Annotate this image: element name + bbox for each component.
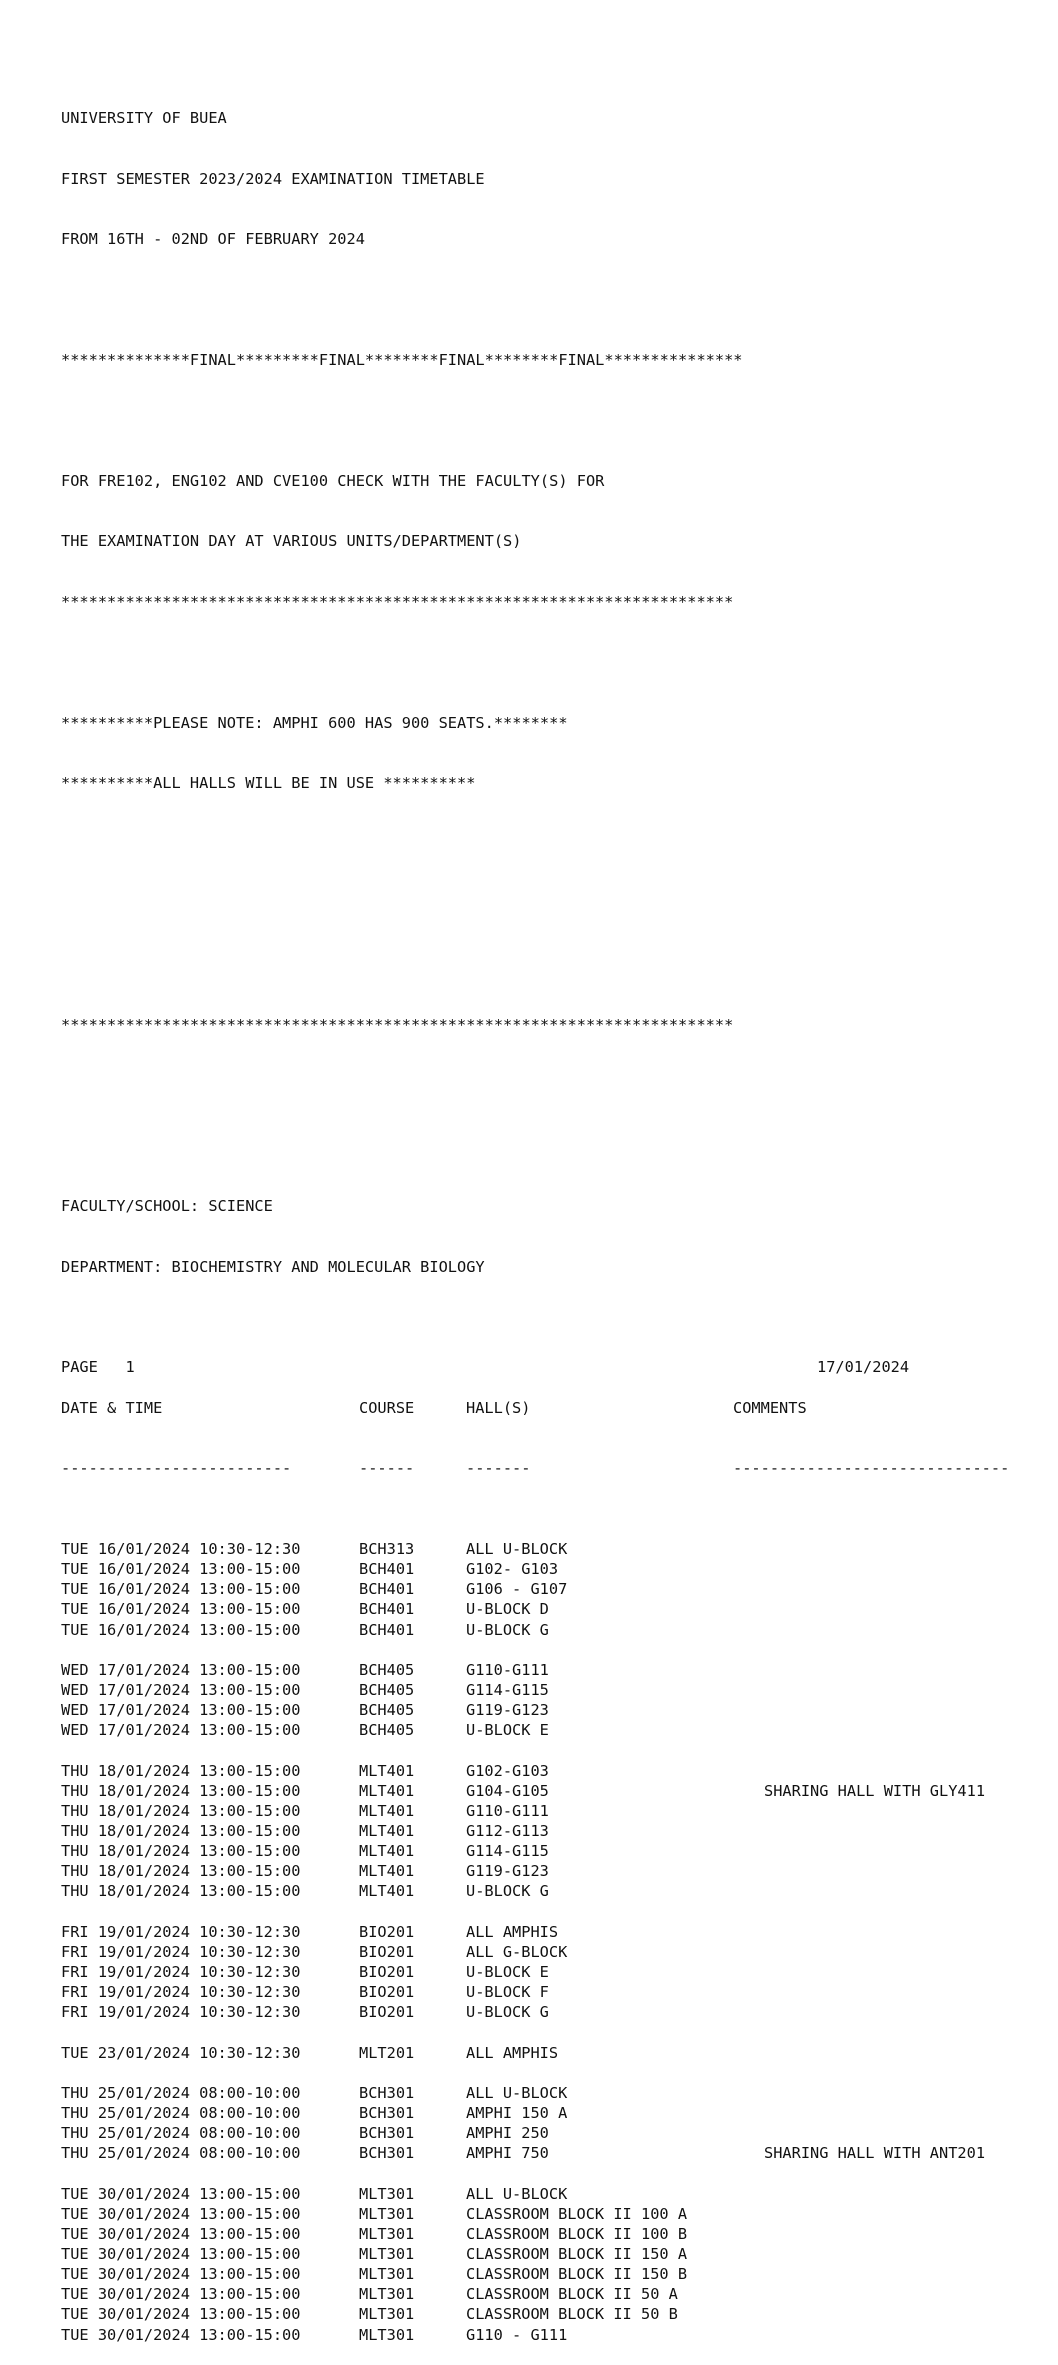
rule-halls: ------- xyxy=(466,1459,531,1478)
exam-course: MLT401 xyxy=(359,1842,415,1861)
table-row xyxy=(61,1660,1053,1680)
exam-hall: U-BLOCK G xyxy=(466,1882,549,1901)
exam-course: BCH313 xyxy=(359,1540,415,1559)
exam-comment: SHARING HALL WITH GLY411 xyxy=(764,1781,986,1800)
exam-hall: AMPHI 150 A xyxy=(466,2103,568,2122)
table-row xyxy=(61,1781,1053,1801)
exam-course: MLT301 xyxy=(359,2244,415,2263)
page-footer xyxy=(61,1357,961,1377)
exam-hall: G114-G115 xyxy=(466,1681,549,1700)
exam-hall: U-BLOCK G xyxy=(466,2003,549,2022)
exam-hall: U-BLOCK G xyxy=(466,1620,549,1639)
exam-hall: CLASSROOM BLOCK II 50 B xyxy=(466,2305,678,2324)
exam-date-time: WED 17/01/2024 13:00-15:00 xyxy=(61,1701,301,1720)
exam-course: MLT401 xyxy=(359,1761,415,1780)
exam-course: BIO201 xyxy=(359,1983,415,2002)
exam-date-time: WED 17/01/2024 13:00-15:00 xyxy=(61,1721,301,1740)
spacer xyxy=(61,1076,1053,1096)
table-row xyxy=(61,2184,1053,2204)
exam-date-time: THU 18/01/2024 13:00-15:00 xyxy=(61,1842,301,1861)
spacer xyxy=(61,290,1053,310)
header-comments: COMMENTS xyxy=(733,1398,807,1417)
spacer xyxy=(61,834,1053,854)
table-row xyxy=(61,2043,1053,2063)
exam-date-time: THU 25/01/2024 08:00-10:00 xyxy=(61,2124,301,2143)
exam-hall: G102-G103 xyxy=(466,1761,549,1780)
exam-date-time: THU 25/01/2024 08:00-10:00 xyxy=(61,2144,301,2163)
exam-course: BCH405 xyxy=(359,1701,415,1720)
exam-hall: ALL G-BLOCK xyxy=(466,1942,568,1961)
table-row xyxy=(61,1962,1053,1982)
exam-course: BCH301 xyxy=(359,2124,415,2143)
exam-course: BCH405 xyxy=(359,1660,415,1679)
exam-hall: G106 - G107 xyxy=(466,1580,568,1599)
print-date: 17/01/2024 xyxy=(817,1358,910,1376)
divider-stars: ************************************************************************* xyxy=(61,1016,734,1035)
rule-comments: ------------------------------ xyxy=(733,1459,1010,1478)
column-rules xyxy=(61,1458,1053,1478)
exam-course: BCH401 xyxy=(359,1580,415,1599)
table-row xyxy=(61,1761,1053,1781)
exam-hall: G102- G103 xyxy=(466,1560,559,1579)
exam-date-time: TUE 30/01/2024 13:00-15:00 xyxy=(61,2184,301,2203)
table-row xyxy=(61,1620,1053,1640)
exam-course: BCH401 xyxy=(359,1620,415,1639)
group-spacer xyxy=(61,1640,1053,1660)
exam-course: MLT401 xyxy=(359,1882,415,1901)
table-row xyxy=(61,2103,1053,2123)
exam-course: MLT401 xyxy=(359,1822,415,1841)
exam-course: MLT301 xyxy=(359,2285,415,2304)
exam-hall: CLASSROOM BLOCK II 50 A xyxy=(466,2285,678,2304)
department-label: DEPARTMENT: BIOCHEMISTRY AND MOLECULAR BIOLOGY xyxy=(61,1257,485,1276)
spacer xyxy=(61,1136,1053,1156)
exam-course: MLT401 xyxy=(359,1781,415,1800)
table-row xyxy=(61,2083,1053,2103)
exam-schedule xyxy=(61,1539,1053,2345)
exam-date-time: TUE 23/01/2024 10:30-12:30 xyxy=(61,2043,301,2062)
exam-hall: ALL U-BLOCK xyxy=(466,2184,568,2203)
exam-hall: G119-G123 xyxy=(466,1862,549,1881)
exam-date-time: THU 25/01/2024 08:00-10:00 xyxy=(61,2103,301,2122)
table-row xyxy=(61,2264,1053,2284)
exam-hall: AMPHI 250 xyxy=(466,2124,549,2143)
table-row xyxy=(61,2204,1053,2224)
exam-hall: G114-G115 xyxy=(466,1842,549,1861)
table-row xyxy=(61,2284,1053,2304)
exam-course: MLT401 xyxy=(359,1862,415,1881)
table-row xyxy=(61,1599,1053,1619)
exam-date-time: TUE 30/01/2024 13:00-15:00 xyxy=(61,2204,301,2223)
table-row xyxy=(61,1841,1053,1861)
exam-date-time: TUE 30/01/2024 13:00-15:00 xyxy=(61,2244,301,2263)
exam-course: MLT301 xyxy=(359,2265,415,2284)
exam-course: MLT301 xyxy=(359,2305,415,2324)
table-row xyxy=(61,1801,1053,1821)
exam-hall: ALL U-BLOCK xyxy=(466,2083,568,2102)
notice-line-1: FOR FRE102, ENG102 AND CVE100 CHECK WITH THE FACULTY(S) FOR xyxy=(61,472,605,491)
exam-date-time: FRI 19/01/2024 10:30-12:30 xyxy=(61,2003,301,2022)
exam-hall: ALL AMPHIS xyxy=(466,2043,559,2062)
exam-date-time: FRI 19/01/2024 10:30-12:30 xyxy=(61,1983,301,2002)
exam-hall: U-BLOCK F xyxy=(466,1983,549,2002)
spacer xyxy=(61,955,1053,975)
table-row xyxy=(61,1861,1053,1881)
exam-course: MLT301 xyxy=(359,2184,415,2203)
exam-date-time: WED 17/01/2024 13:00-15:00 xyxy=(61,1660,301,1679)
exam-date-time: WED 17/01/2024 13:00-15:00 xyxy=(61,1681,301,1700)
header-course: COURSE xyxy=(359,1398,415,1417)
spacer xyxy=(61,1317,1053,1337)
table-row xyxy=(61,2123,1053,2143)
table-row xyxy=(61,1700,1053,1720)
timetable-title: FIRST SEMESTER 2023/2024 EXAMINATION TIMETABLE xyxy=(61,169,485,188)
column-headers xyxy=(61,1398,1053,1418)
exam-date-time: THU 18/01/2024 13:00-15:00 xyxy=(61,1822,301,1841)
exam-hall: G112-G113 xyxy=(466,1822,549,1841)
exam-date-time: FRI 19/01/2024 10:30-12:30 xyxy=(61,1942,301,1961)
exam-course: BCH301 xyxy=(359,2103,415,2122)
exam-course: BIO201 xyxy=(359,2003,415,2022)
exam-course: BCH401 xyxy=(359,1560,415,1579)
exam-date-time: TUE 30/01/2024 13:00-15:00 xyxy=(61,2285,301,2304)
group-spacer xyxy=(61,2063,1053,2083)
exam-hall: CLASSROOM BLOCK II 150 A xyxy=(466,2244,688,2263)
exam-hall: U-BLOCK E xyxy=(466,1721,549,1740)
table-row xyxy=(61,2304,1053,2324)
header-date-time: DATE & TIME xyxy=(61,1398,163,1417)
exam-course: MLT201 xyxy=(359,2043,415,2062)
exam-date-time: THU 18/01/2024 13:00-15:00 xyxy=(61,1882,301,1901)
exam-date-time: THU 18/01/2024 13:00-15:00 xyxy=(61,1781,301,1800)
exam-course: BCH401 xyxy=(359,1600,415,1619)
group-spacer xyxy=(61,1740,1053,1760)
exam-date-time: THU 25/01/2024 08:00-10:00 xyxy=(61,2083,301,2102)
university-name: UNIVERSITY OF BUEA xyxy=(61,109,227,128)
exam-course: BIO201 xyxy=(359,1942,415,1961)
notice-line-2: THE EXAMINATION DAY AT VARIOUS UNITS/DEPARTMENT(S) xyxy=(61,532,522,551)
table-row xyxy=(61,1982,1053,2002)
rule-date: ------------------------- xyxy=(61,1459,292,1478)
final-banner: **************FINAL*********FINAL********FINAL********FINAL*************** xyxy=(61,351,743,370)
exam-date-time: THU 18/01/2024 13:00-15:00 xyxy=(61,1801,301,1820)
exam-hall: CLASSROOM BLOCK II 150 B xyxy=(466,2265,688,2284)
exam-date-time: THU 18/01/2024 13:00-15:00 xyxy=(61,1862,301,1881)
exam-date-time: TUE 30/01/2024 13:00-15:00 xyxy=(61,2265,301,2284)
exam-hall: U-BLOCK D xyxy=(466,1600,549,1619)
timetable-page xyxy=(61,68,1053,2365)
table-row xyxy=(61,2325,1053,2345)
exam-course: BCH301 xyxy=(359,2144,415,2163)
table-row xyxy=(61,1680,1053,1700)
exam-date-time: TUE 30/01/2024 13:00-15:00 xyxy=(61,2224,301,2243)
exam-date-time: THU 18/01/2024 13:00-15:00 xyxy=(61,1761,301,1780)
timetable-period: FROM 16TH - 02ND OF FEBRUARY 2024 xyxy=(61,230,365,249)
faculty-label: FACULTY/SCHOOL: SCIENCE xyxy=(61,1197,273,1216)
exam-hall: ALL U-BLOCK xyxy=(466,1540,568,1559)
exam-hall: G104-G105 xyxy=(466,1781,549,1800)
table-row xyxy=(61,1942,1053,1962)
spacer xyxy=(61,652,1053,672)
exam-course: MLT301 xyxy=(359,2224,415,2243)
exam-date-time: FRI 19/01/2024 10:30-12:30 xyxy=(61,1922,301,1941)
exam-course: BCH405 xyxy=(359,1721,415,1740)
exam-hall: CLASSROOM BLOCK II 100 A xyxy=(466,2204,688,2223)
exam-course: BCH405 xyxy=(359,1681,415,1700)
exam-course: MLT301 xyxy=(359,2204,415,2223)
exam-hall: G119-G123 xyxy=(466,1701,549,1720)
exam-hall: CLASSROOM BLOCK II 100 B xyxy=(466,2224,688,2243)
exam-course: BIO201 xyxy=(359,1963,415,1981)
exam-date-time: TUE 16/01/2024 13:00-15:00 xyxy=(61,1600,301,1619)
exam-date-time: FRI 19/01/2024 10:30-12:30 xyxy=(61,1963,301,1981)
exam-course: MLT401 xyxy=(359,1801,415,1820)
page-number: PAGE 1 xyxy=(61,1358,135,1376)
exam-course: BCH301 xyxy=(359,2083,415,2102)
exam-date-time: TUE 16/01/2024 10:30-12:30 xyxy=(61,1540,301,1559)
table-row xyxy=(61,1881,1053,1901)
exam-hall: U-BLOCK E xyxy=(466,1963,549,1981)
spacer xyxy=(61,411,1053,431)
exam-hall: G110-G111 xyxy=(466,1660,549,1679)
table-row xyxy=(61,2143,1053,2163)
exam-date-time: TUE 16/01/2024 13:00-15:00 xyxy=(61,1620,301,1639)
header-halls: HALL(S) xyxy=(466,1398,531,1417)
exam-comment: SHARING HALL WITH ANT201 xyxy=(764,2144,986,2163)
table-row xyxy=(61,1720,1053,1740)
rule-course: ------ xyxy=(359,1459,415,1478)
group-spacer xyxy=(61,2022,1053,2042)
note-halls: **********ALL HALLS WILL BE IN USE ********** xyxy=(61,774,476,793)
table-row xyxy=(61,1821,1053,1841)
exam-hall: G110-G111 xyxy=(466,1801,549,1820)
table-row xyxy=(61,2224,1053,2244)
group-spacer xyxy=(61,2163,1053,2183)
table-row xyxy=(61,1922,1053,1942)
table-row xyxy=(61,2244,1053,2264)
table-row xyxy=(61,1539,1053,1559)
note-seats: **********PLEASE NOTE: AMPHI 600 HAS 900 SEATS.******** xyxy=(61,713,568,732)
exam-hall: G110 - G111 xyxy=(466,2325,568,2344)
spacer xyxy=(61,894,1053,914)
table-row xyxy=(61,1579,1053,1599)
exam-date-time: TUE 30/01/2024 13:00-15:00 xyxy=(61,2325,301,2344)
notice-stars: ************************************************************************* xyxy=(61,592,734,611)
exam-course: BIO201 xyxy=(359,1922,415,1941)
exam-date-time: TUE 30/01/2024 13:00-15:00 xyxy=(61,2305,301,2324)
exam-course: MLT301 xyxy=(359,2325,415,2344)
exam-date-time: TUE 16/01/2024 13:00-15:00 xyxy=(61,1560,301,1579)
exam-hall: AMPHI 750 xyxy=(466,2144,549,2163)
exam-hall: ALL AMPHIS xyxy=(466,1922,559,1941)
exam-date-time: TUE 16/01/2024 13:00-15:00 xyxy=(61,1580,301,1599)
table-row xyxy=(61,1559,1053,1579)
group-spacer xyxy=(61,1902,1053,1922)
table-row xyxy=(61,2002,1053,2022)
